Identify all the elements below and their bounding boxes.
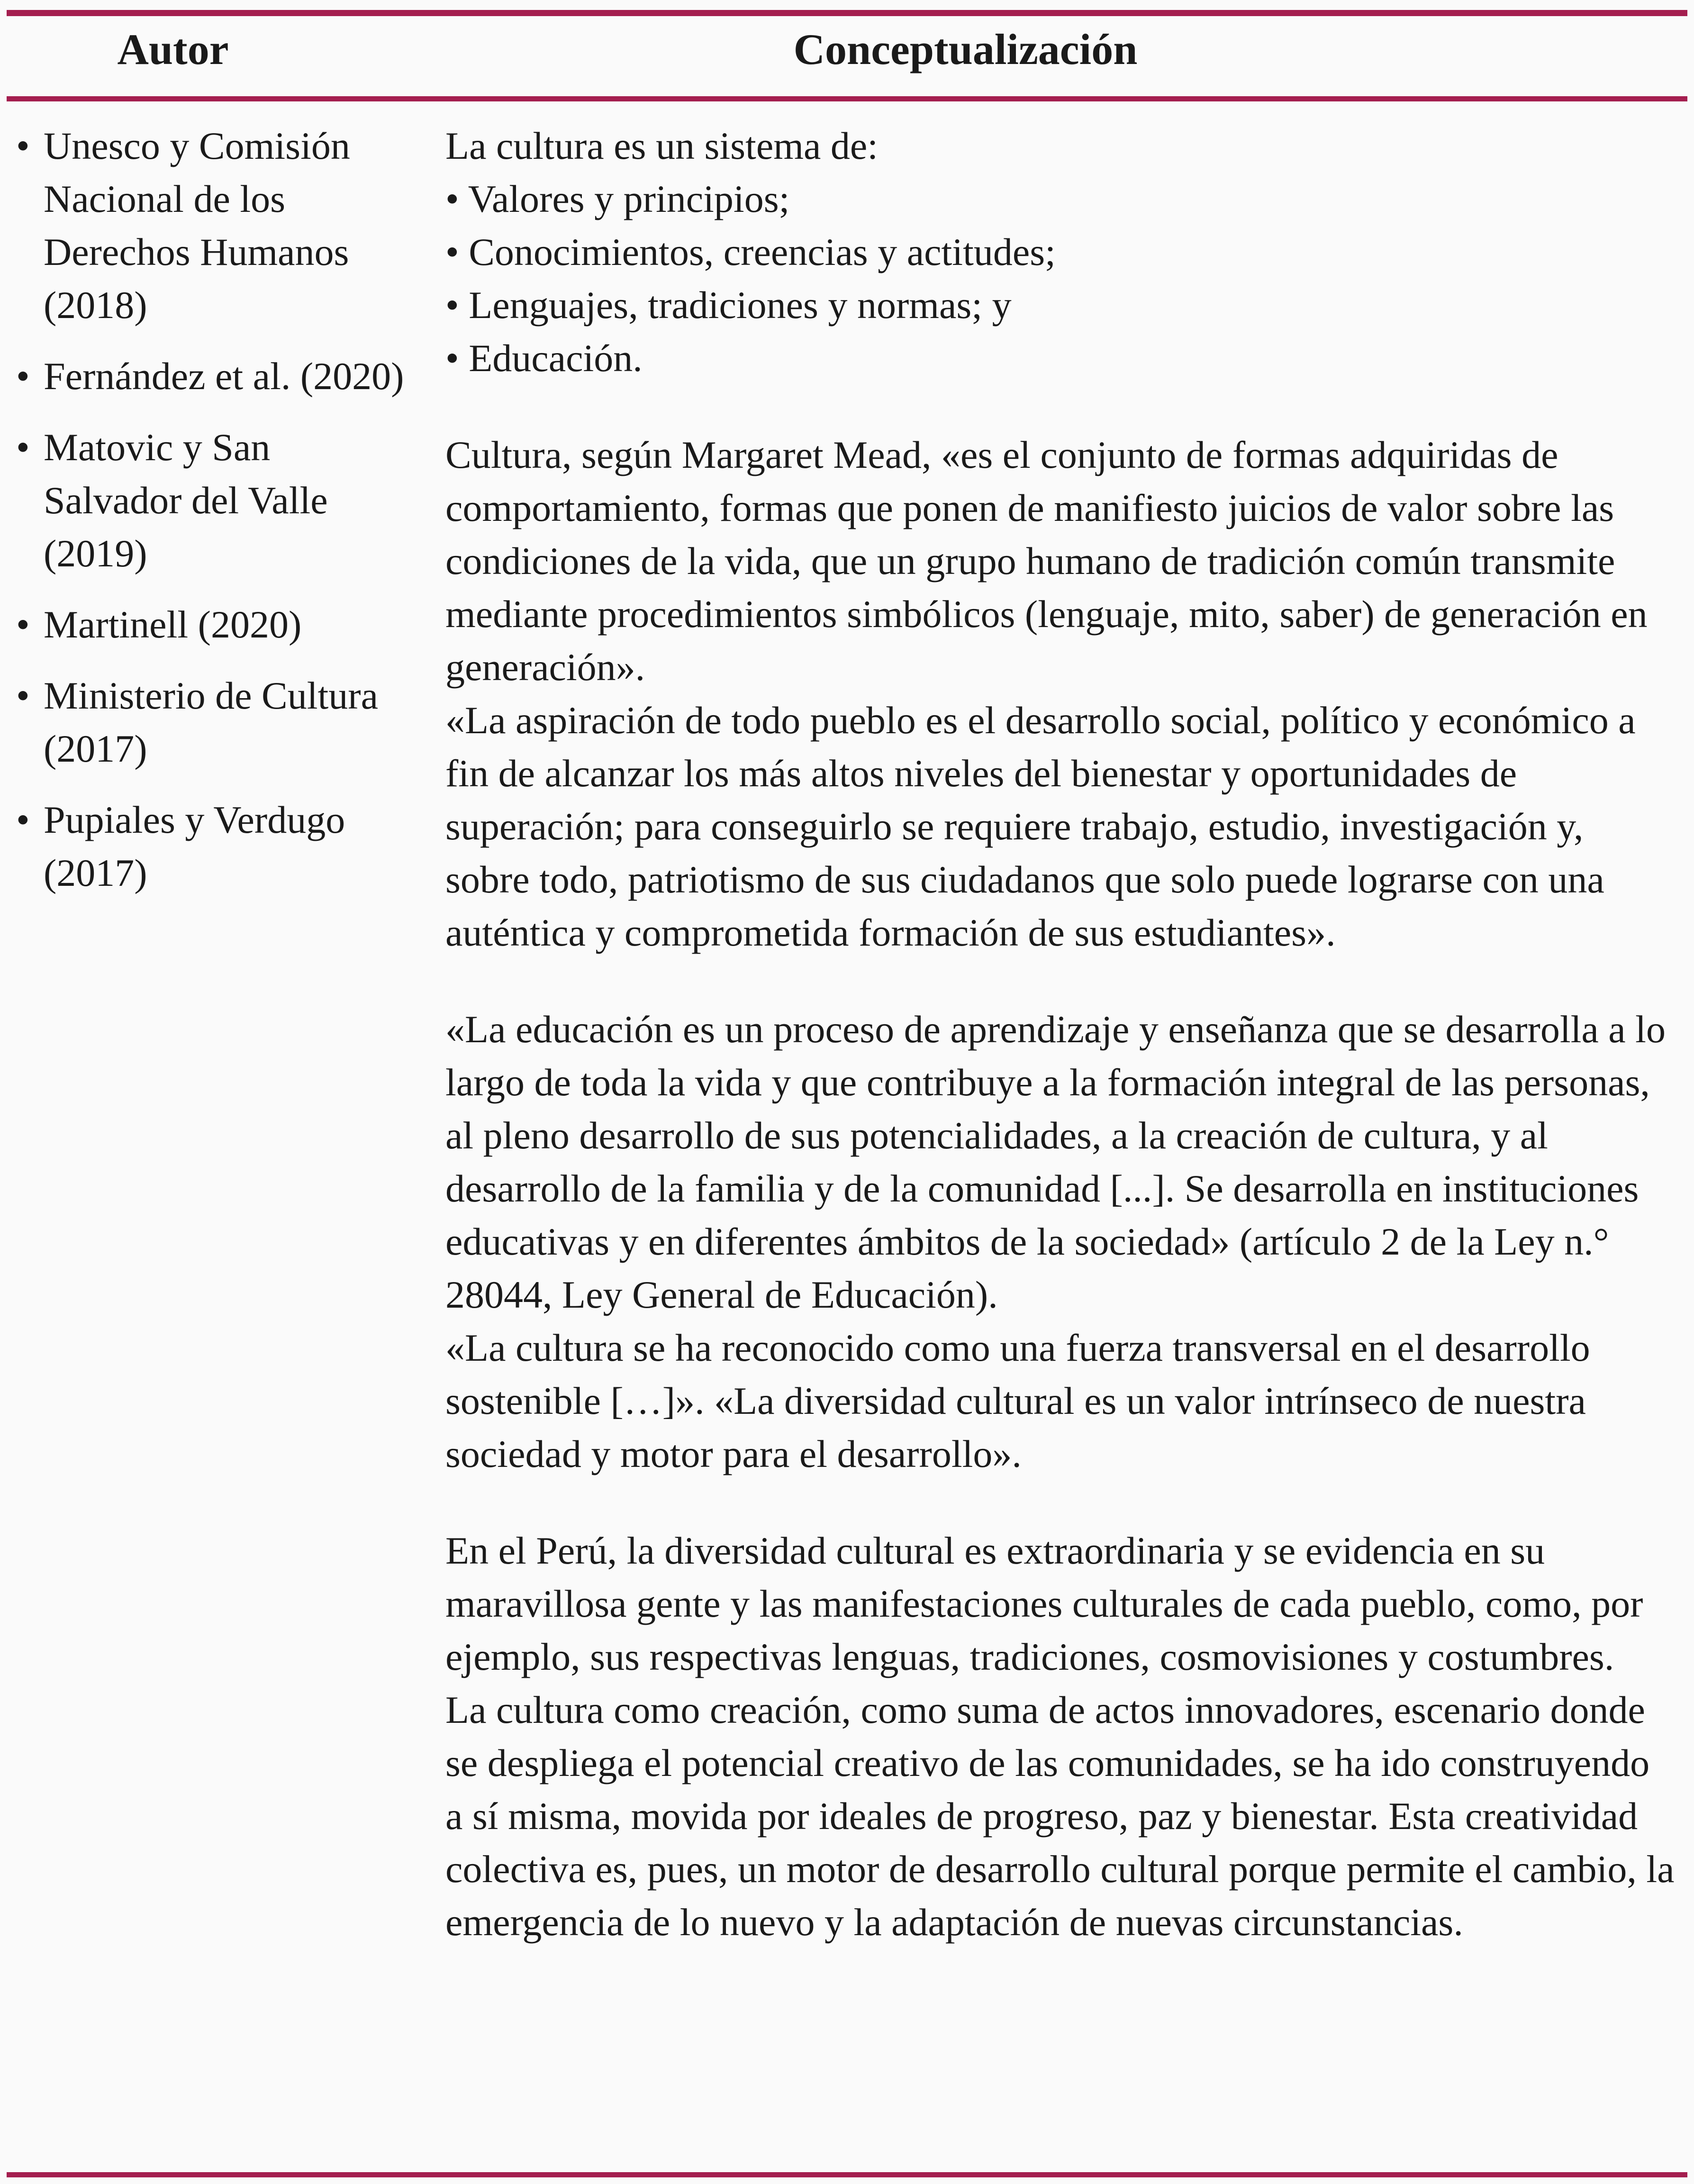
author-label: Ministerio de Cultura (2017) [44,674,379,770]
authors-column [0,119,417,918]
concept-paragraph: «La educación es un proceso de aprendizaje y enseñanza que se desarrolla a lo largo de toda la vida y que contribuye a la formación integral de las personas, al pleno desarrollo de sus potencialidades, a la creación de cultura, y al desarrollo de la familia y de la comunidad [...]. Se desarrolla en instituciones educativas y en diferentes ámbitos de la sociedad» (artículo 2 de la Ley n.° 28044, Ley General de Educación). [445,1008,1666,1316]
author-label: Pupiales y Verdugo (2017) [44,798,345,894]
concept-block [445,1524,1676,1949]
bullet-icon: • [445,230,459,273]
concept-paragraph: Cultura, según Margaret Mead, «es el conjunto de formas adquiridas de comportamiento, formas que ponen de manifiesto juicios de valor sobre las condiciones de la vida, que un grupo humano de tradición común transmite mediante procedimientos simbólicos (lenguaje, mito, saber) de generación en generación». [445,433,1648,689]
author-label: Unesco y Comisión Nacional de los Derechos Humanos (2018) [44,124,350,327]
column-header-autor: Autor [117,25,229,73]
author-label: Fernández et al. (2020) [44,355,404,398]
concept-paragraph: La cultura como creación, como suma de actos innovadores, escenario donde se despliega el potencial creativo de las comunidades, se ha ido construyendo a sí misma, movida por ideales de progreso, paz y bienestar. Esta creatividad colectiva es, pues, un motor de desarrollo cultural porque permite el cambio, la emergencia de lo nuevo y la adaptación de nuevas circunstancias. [445,1688,1675,1944]
table-header-row [0,18,1694,81]
concept-intro-line: La cultura es un sistema de: [445,124,879,167]
concept-column [417,119,1694,1949]
authors-list [16,119,408,900]
concept-bullet-line [445,173,1676,226]
author-list-item [16,350,408,403]
bullet-icon: • [16,426,30,469]
table-body-row [0,119,1694,1949]
concept-bullet-line [445,226,1676,279]
bullet-icon: • [445,337,459,380]
concept-bullet-line [445,332,1676,385]
bullet-icon: • [445,177,459,220]
concept-block [445,1003,1676,1481]
concept-bullet-label: Lenguajes, tradiciones y normas; y [469,283,1012,327]
concept-block [445,428,1676,959]
bullet-icon: • [16,355,30,398]
author-label: Matovic y San Salvador del Valle (2019) [44,426,328,575]
concept-paragraph: «La cultura se ha reconocido como una fuerza transversal en el desarrollo sostenible […]». «La diversidad cultural es un valor intrínseco de nuestra sociedad y motor para el desarrollo». [445,1326,1590,1475]
bullet-icon: • [445,283,459,327]
concept-bullet-label: Valores y principios; [468,177,790,220]
concept-paragraph: «La aspiración de todo pueblo es el desarrollo social, político y económico a fin de alcanzar los más altos niveles del bienestar y oportunidades de superación; para conseguirlo se requiere trabajo, estudio, investigación y, sobre todo, patriotismo de sus ciudadanos que solo puede lograrse con una auténtica y comprometida formación de sus estudiantes». [445,699,1636,954]
author-list-item [16,598,408,651]
column-header-conceptualizacion: Conceptualización [793,25,1138,73]
concept-paragraph: En el Perú, la diversidad cultural es extraordinaria y se evidencia en su maravillosa gente y las manifestaciones culturales de cada pueblo, como, por ejemplo, sus respectivas lenguas, tradiciones, cosmovisiones y costumbres. [445,1529,1643,1678]
table-top-rule [7,10,1687,16]
author-list-item [16,119,408,332]
bullet-icon: • [16,603,30,646]
bullet-icon: • [16,798,30,841]
table-header-rule [7,96,1687,101]
bullet-icon: • [16,674,30,717]
concept-block [445,119,1676,385]
author-list-item [16,669,408,775]
author-list-item [16,793,408,900]
author-list-item [16,421,408,580]
concept-bullet-line [445,279,1676,332]
concept-bullet-label: Educación. [469,337,643,380]
concept-bullet-label: Conocimientos, creencias y actitudes; [469,230,1056,273]
table-bottom-rule [7,2172,1687,2177]
author-label: Martinell (2020) [44,603,302,646]
bullet-icon: • [16,124,30,167]
